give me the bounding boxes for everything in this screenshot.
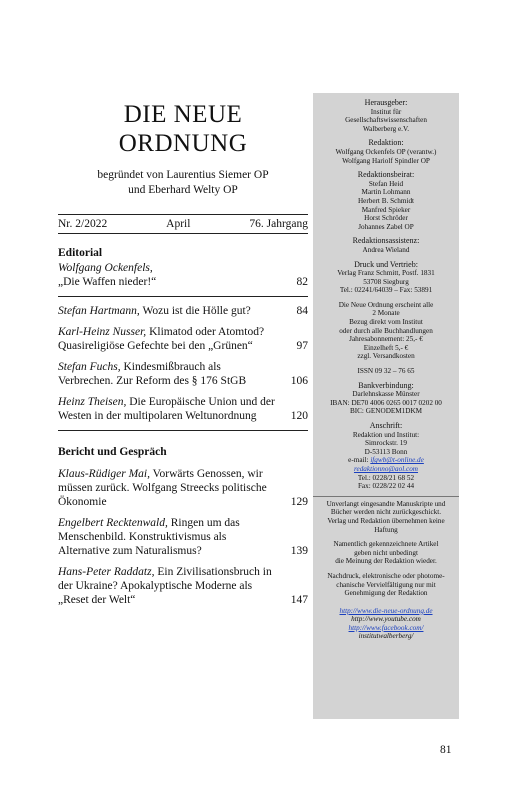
- issue-bar: [58, 214, 308, 234]
- entry-text: [58, 516, 284, 558]
- toc-entry[interactable]: [58, 467, 308, 509]
- sidebar-line: Johannes Zabel OP: [358, 222, 414, 231]
- section-heading: Bericht und Gespräch: [58, 446, 167, 458]
- toc-entries: [58, 246, 308, 607]
- entry-author: Heinz Theisen,: [58, 396, 127, 408]
- sidebar-line: Gesellschaftswissenschaften: [345, 116, 427, 125]
- sidebar-line: chanische Vervielfältigung nur mit: [336, 580, 436, 589]
- entry-page: 97: [296, 340, 308, 352]
- facebook-link[interactable]: http://www.facebook.com/: [348, 623, 424, 632]
- sidebar-line: Jahresabonnement: 25,- €: [349, 335, 423, 344]
- sidebar-line: geben nicht unbedingt: [354, 548, 418, 557]
- entry-title: Ein Zivilisationsbruch in der Ukraine? Apokalyptische Moderne als „Reset der Welt“: [58, 566, 272, 606]
- entry-title: Vorwärts Genossen, wir müssen zurück. Wolfgang Streecks politische Ökonomie: [58, 468, 267, 508]
- entry-page: 139: [290, 545, 308, 557]
- entry-author: Karl-Heinz Nusser,: [58, 326, 147, 338]
- toc-entry[interactable]: [58, 516, 308, 558]
- entry-page: 120: [290, 410, 308, 422]
- toc-entry[interactable]: [58, 360, 308, 388]
- entry-page: 82: [296, 276, 308, 288]
- entry-text: [58, 360, 284, 388]
- entry-text: [58, 395, 284, 423]
- sidebar-line: Verlag und Redaktion übernehmen keine: [327, 516, 445, 525]
- section-heading: Editorial: [58, 247, 103, 259]
- print-heading: Druck und Vertrieb:: [354, 259, 418, 269]
- entry-text: [58, 261, 284, 289]
- fax: Fax: 0228/22 02 44: [357, 482, 415, 491]
- sidebar-line: zzgl. Versandkosten: [357, 352, 415, 361]
- entry-text: [58, 325, 284, 353]
- entry-page: 84: [296, 305, 308, 317]
- table-of-contents: [58, 92, 308, 607]
- title-line: ORDNUNG: [118, 130, 248, 157]
- publisher-heading: Herausgeber:: [364, 98, 408, 107]
- sidebar-line: oder durch alle Buchhandlungen: [339, 326, 433, 335]
- journal-title: [58, 100, 308, 158]
- issue-volume: 76. Jahrgang: [249, 218, 308, 230]
- issue-month: April: [166, 218, 191, 230]
- entry-author: Wolfgang Ockenfels,: [58, 262, 153, 274]
- sidebar-line: Manfred Spieker: [361, 205, 411, 214]
- opinion-note-lines: [313, 540, 459, 566]
- sidebar-line: Darlehnskasse Münster: [352, 390, 420, 399]
- print-lines: [313, 269, 459, 295]
- sidebar-line: 53708 Siegburg: [363, 277, 409, 286]
- sidebar-line: 2 Monate: [372, 309, 400, 318]
- sidebar-line: Martin Lohmann: [361, 188, 411, 197]
- sidebar-line: Bezug direkt vom Institut: [349, 318, 423, 327]
- issn: ISSN 09 32 – 76 65: [357, 367, 415, 376]
- founders: [58, 168, 308, 198]
- imprint-sidebar: [313, 93, 459, 719]
- sidebar-line: Bücher werden nicht zurückgeschickt.: [330, 508, 442, 517]
- sidebar-line: Wolfgang Hariolf Spindler OP: [342, 156, 430, 165]
- email-link[interactable]: ifgwb@t-online.de: [370, 456, 424, 465]
- section-divider: [58, 296, 308, 297]
- entry-text: [58, 304, 284, 318]
- sidebar-line: Institut für: [370, 107, 402, 116]
- subscription-lines: [313, 301, 459, 361]
- website-link[interactable]: http://www.die-neue-ordnung.de: [339, 606, 433, 615]
- bank-lines: [313, 390, 459, 416]
- bank-heading: Bankverbindung:: [358, 380, 414, 390]
- board-lines: [313, 180, 459, 232]
- sidebar-line: Einzelheft 5,- €: [363, 343, 409, 352]
- sidebar-line: Herbert B. Schmidt: [357, 196, 415, 205]
- sidebar-line: Horst Schröder: [364, 214, 408, 223]
- sidebar-line: die Meinung der Redaktion wieder.: [335, 557, 437, 566]
- entry-title: Wozu ist die Hölle gut?: [142, 305, 251, 317]
- youtube-link[interactable]: http://www.youtube.com: [351, 615, 421, 624]
- entry-author: Hans-Peter Raddatz,: [58, 566, 155, 578]
- sidebar-line: Stefan Heid: [368, 179, 404, 188]
- sidebar-line: D-53113 Bonn: [364, 447, 408, 456]
- section-divider: [58, 430, 308, 431]
- entry-author: Stefan Fuchs,: [58, 361, 121, 373]
- page-number: 81: [440, 744, 452, 756]
- assistant-heading: Redaktionsassistenz:: [352, 236, 420, 246]
- email-link[interactable]: redaktionno@aol.com: [353, 464, 419, 473]
- toc-entry[interactable]: [58, 395, 308, 423]
- issue-number: Nr. 2/2022: [58, 218, 108, 230]
- entry-text: [58, 565, 284, 607]
- sidebar-line: Redaktion und Institut:: [352, 430, 420, 439]
- entry-title: Ringen um das Menschenbild. Konstruktivismus als Alternative zum Naturalismus?: [58, 517, 240, 557]
- entry-title: Kindesmißbrauch als Verbrechen. Zur Reform des § 176 StGB: [58, 361, 247, 387]
- sidebar-line: Die Neue Ordnung erscheint alle: [338, 300, 434, 309]
- title-line: DIE NEUE: [123, 101, 243, 128]
- editors-lines: [313, 148, 459, 165]
- sidebar-line: Unverlangt eingesandte Manuskripte und: [326, 499, 446, 508]
- sidebar-line: Simrockstr. 19: [365, 439, 407, 448]
- entry-page: 147: [290, 594, 308, 606]
- entry-author: Stefan Hartmann,: [58, 305, 140, 317]
- assistant-lines: [313, 246, 459, 255]
- copyright-lines: [313, 572, 459, 598]
- disclaimer-lines: [313, 500, 459, 534]
- entry-title: „Die Waffen nieder!“: [58, 276, 157, 288]
- toc-entry[interactable]: [58, 304, 308, 318]
- toc-entry[interactable]: [58, 565, 308, 607]
- editors-heading: Redaktion:: [368, 138, 404, 148]
- entry-text: [58, 467, 284, 509]
- facebook-link-cont[interactable]: institutwalberberg/: [358, 632, 414, 641]
- email-label: e-mail:: [348, 456, 369, 465]
- sidebar-line: Wolfgang Ockenfels OP (verantw.): [335, 147, 437, 156]
- sidebar-line: Nachdruck, elektronische oder photome-: [327, 571, 445, 580]
- entry-page: 129: [290, 496, 308, 508]
- sidebar-line: Walberberg e.V.: [362, 124, 410, 133]
- sidebar-line: Namentlich gekennzeichnete Artikel: [333, 540, 439, 549]
- telephone: Tel.: 0228/21 68 52: [357, 473, 415, 482]
- sidebar-line: BIC: GENODEM1DKM: [349, 407, 423, 416]
- toc-entry[interactable]: [58, 325, 308, 353]
- entry-title: Die Europäische Union und der Westen in der multipolaren Weltunordnung: [58, 396, 275, 422]
- founders-line: und Eberhard Welty OP: [128, 184, 238, 196]
- entry-author: Klaus-Rüdiger Mai,: [58, 468, 150, 480]
- board-heading: Redaktionsbeirat:: [357, 170, 415, 180]
- entry-title: Klimatod oder Atomtod? Quasireligiöse Gefechte bei den „Grünen“: [58, 326, 265, 352]
- sidebar-line: Genehmigung der Redaktion: [344, 589, 428, 598]
- sidebar-line: Andrea Wieland: [362, 245, 410, 254]
- publisher-lines: [313, 108, 459, 134]
- entry-author: Engelbert Recktenwald,: [58, 517, 168, 529]
- toc-entry[interactable]: [58, 261, 308, 289]
- entry-page: 106: [290, 375, 308, 387]
- address-heading: Anschrift:: [369, 421, 403, 430]
- divider: [313, 496, 459, 497]
- sidebar-line: IBAN: DE70 4006 0265 0017 0202 00: [330, 398, 442, 407]
- sidebar-line: Haftung: [374, 525, 398, 534]
- address-lines: [313, 431, 459, 457]
- sidebar-line: Tel.: 02241/64039 – Fax: 53891: [339, 286, 433, 295]
- founders-line: begründet von Laurentius Siemer OP: [97, 169, 269, 181]
- sidebar-line: Verlag Franz Schmitt, Postf. 1831: [337, 269, 435, 278]
